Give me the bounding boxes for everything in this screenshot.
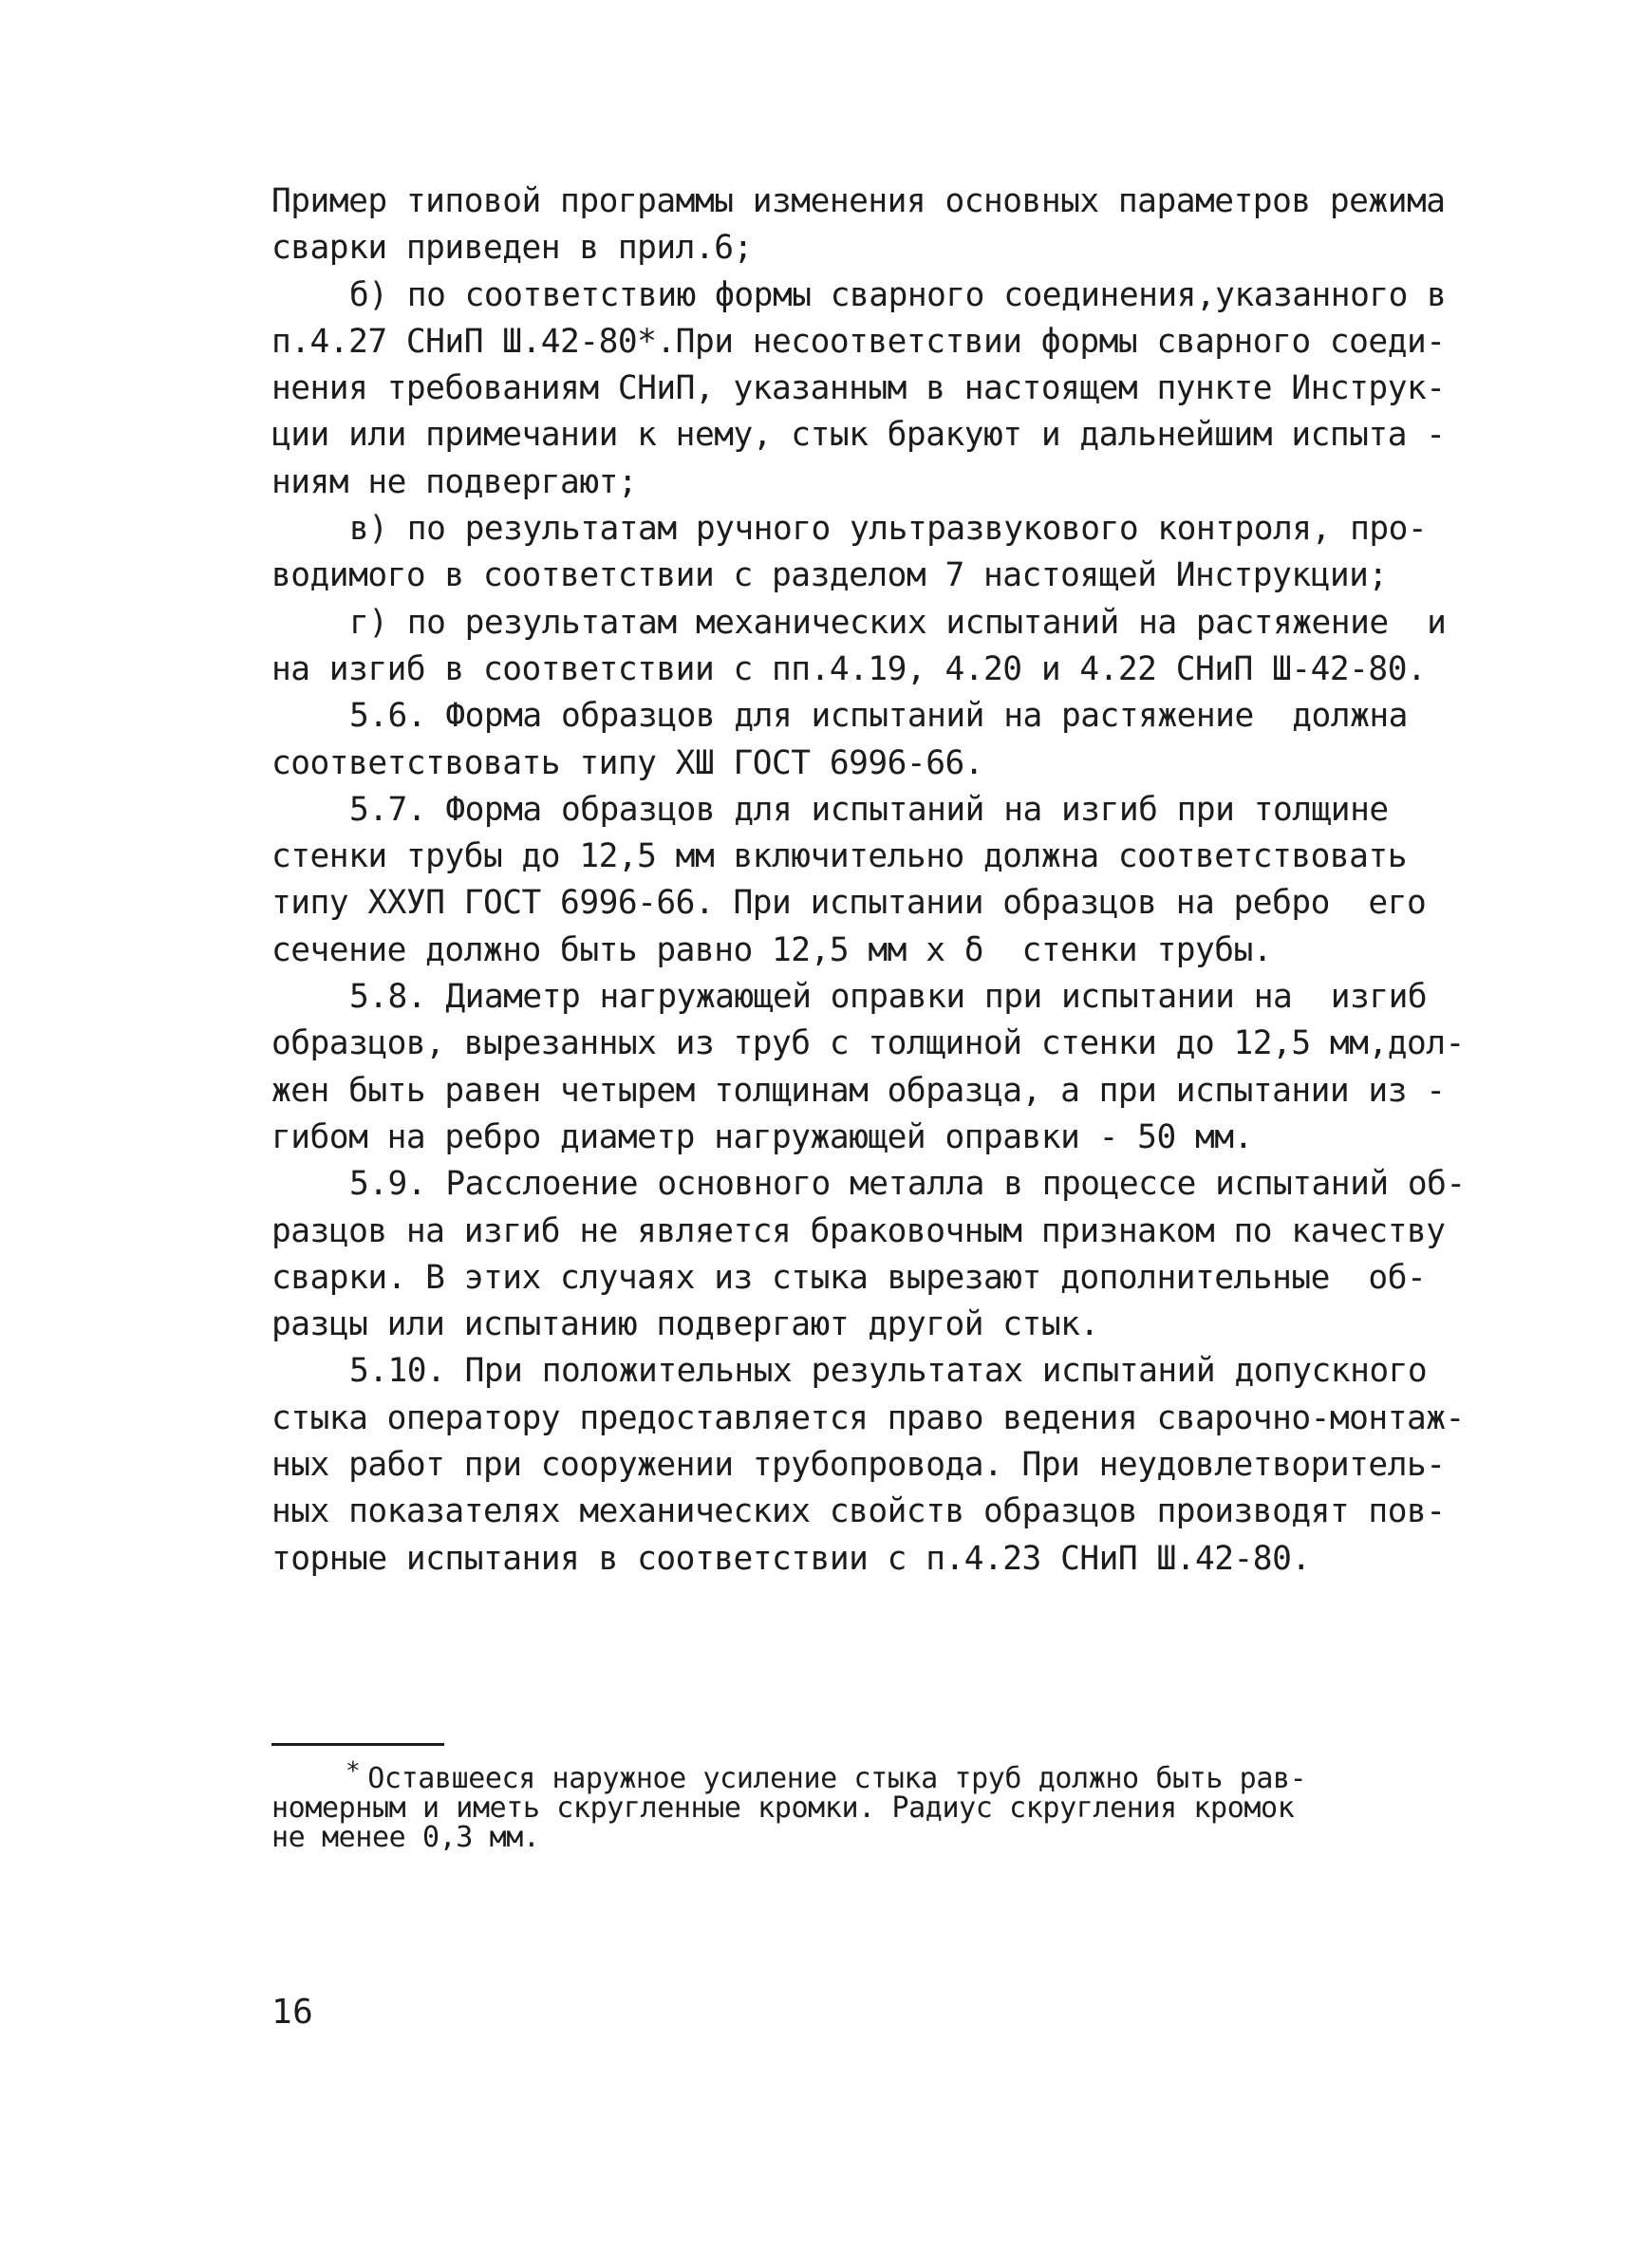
text-line: образцов, вырезанных из труб с толщиной стенки до 12,5 мм,дол- — [271, 1024, 1465, 1063]
footnote — [271, 1757, 1487, 1854]
text-line: в) по результатам ручного ультразвукового контроля, про- — [349, 510, 1428, 549]
text-line: гибом на ребро диаметр нагружающей оправки - 50 мм. — [271, 1117, 1253, 1156]
footnote-line: не менее 0,3 мм. — [271, 1821, 540, 1854]
text-line: нения требованиям СНиП, указанным в настоящем пункте Инструк- — [271, 369, 1446, 408]
text-line: 5.7. Форма образцов для испытаний на изгиб при толщине — [349, 790, 1389, 829]
footnote-divider — [271, 1743, 444, 1746]
text-line: 5.10. При положительных результатах испытаний допускного — [349, 1352, 1428, 1391]
text-line: типу XXУП ГОСТ 6996-66. При испытании образцов на ребро его — [271, 884, 1427, 923]
text-line: ниям не подвергают; — [271, 462, 638, 501]
text-line: сварки. В этих случаях из стыка вырезают дополнительные об- — [271, 1258, 1427, 1297]
footnote-marker: * — [346, 1757, 361, 1786]
text-line: жен быть равен четырем толщинам образца, а при испытании из - — [271, 1071, 1446, 1110]
text-line: ции или примечании к нему, стык бракуют и дальнейшим испыта - — [271, 416, 1446, 455]
footnote-line — [271, 1757, 1487, 1795]
text-line: 5.8. Диаметр нагружающей оправки при испытании на изгиб — [349, 978, 1428, 1017]
footnote-text: Оставшееся наружное усиление стыка труб должно быть рав- — [367, 1762, 1307, 1795]
text-line: ных показателях механических свойств образцов производят пов- — [271, 1492, 1446, 1531]
body-text — [271, 178, 1477, 1583]
text-line: соответствовать типу XШ ГОСТ 6996-66. — [271, 743, 984, 782]
text-line: ных работ при сооружении трубопровода. При неудовлетворитель- — [271, 1446, 1446, 1485]
text-line: Пример типовой программы изменения основных параметров режима — [271, 182, 1446, 220]
text-line: сварки приведен в прил.6; — [271, 229, 753, 268]
text-line: водимого в соответствии с разделом 7 настоящей Инструкции; — [271, 556, 1388, 595]
text-line: разцы или испытанию подвергают другой стык. — [271, 1305, 1099, 1344]
page-number: 16 — [271, 1993, 314, 2032]
text-line: сечение должно быть равно 12,5 мм х δ стенки трубы. — [271, 930, 1273, 969]
text-line: стыка оператору предоставляется право ведения сварочно-монтаж- — [271, 1398, 1465, 1437]
text-line: б) по соответствию формы сварного соединения,указанного в — [349, 275, 1447, 314]
text-line: на изгиб в соответствии с пп.4.19, 4.20 и 4.22 СНиП Ш-42-80. — [271, 649, 1427, 688]
footnote-line: номерным и иметь скругленные кромки. Радиус скругления кромок — [271, 1791, 1295, 1825]
text-line: разцов на изгиб не является браковочным признаком по качеству — [271, 1211, 1446, 1250]
text-line: стенки трубы до 12,5 мм включительно должна соответствовать — [271, 837, 1407, 876]
text-line: г) по результатам механических испытаний на растяжение и — [349, 603, 1447, 642]
text-line: п.4.27 СНиП Ш.42-80*.При несоответствии формы сварного соеди- — [271, 322, 1446, 361]
text-line: торные испытания в соответствии с п.4.23 СНиП Ш.42-80. — [271, 1539, 1311, 1578]
text-line: 5.6. Форма образцов для испытаний на растяжение должна — [349, 697, 1408, 736]
text-line: 5.9. Расслоение основного металла в процессе испытаний об- — [349, 1165, 1466, 1204]
